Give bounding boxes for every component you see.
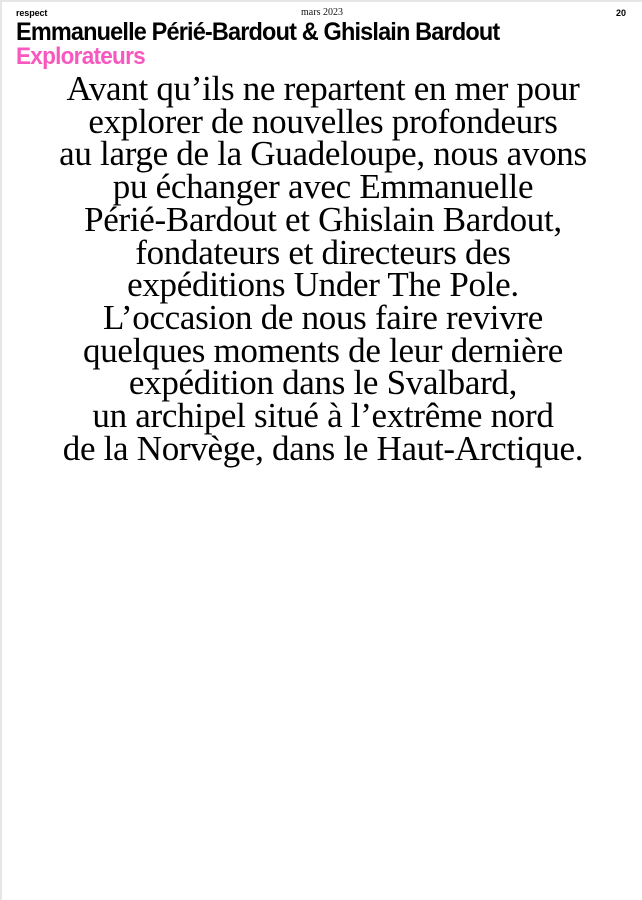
lede-line: pu échanger avec Emmanuelle [112,167,534,207]
article-heading [16,19,636,69]
page-number: 20 [615,8,626,18]
lede-line: quelques moments de leur dernière [83,330,563,370]
lede-line: un archipel situé à l’extrême nord [92,396,554,436]
lede-line: L’occasion de nous faire revivre [102,297,544,337]
lede-line: explorer de nouvelles profondeurs [88,101,558,141]
lede-line: Périé-Bardout et Ghislain Bardout, [84,199,562,239]
article-title: Emmanuelle Périé-Bardout & Ghislain Bardout [16,18,500,46]
issue-date: mars 2023 [301,7,343,18]
publication-name: respect [16,8,48,18]
lede-line: au large de la Guadeloupe, nous avons [59,134,587,174]
lede-line: fondateurs et directeurs des [135,232,511,272]
article-lede [2,69,642,468]
section-label: Explorateurs [16,43,145,70]
lede-line: expédition dans le Svalbard, [128,363,518,403]
lede-line: de la Norvège, dans le Haut-Arctique. [62,428,584,468]
lede-line: Avant qu’ils ne repartent en mer pour [66,69,580,108]
lede-line: expéditions Under The Pole. [127,265,519,305]
